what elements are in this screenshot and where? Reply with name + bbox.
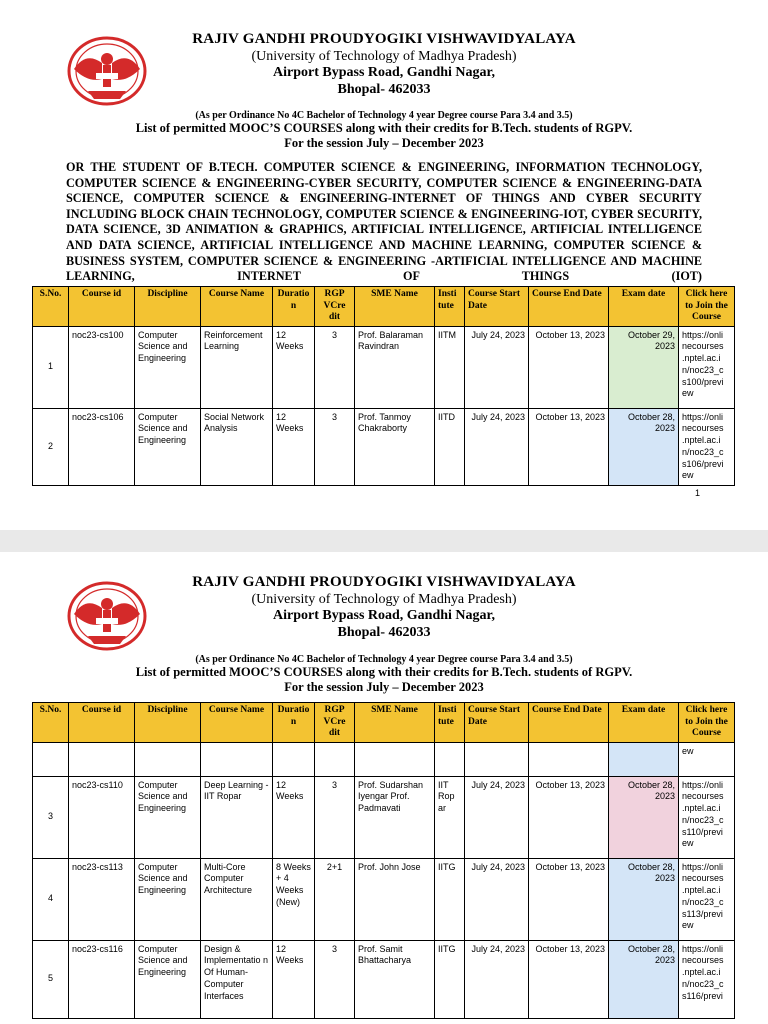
- cell-institute: IITM: [435, 326, 465, 408]
- cell-credits: 2+1: [315, 858, 355, 940]
- col-credits: RGP VCre dit: [315, 287, 355, 327]
- cell-discipline: Computer Science and Engineering: [135, 408, 201, 486]
- cell-institute: IITD: [435, 408, 465, 486]
- col-sno: S.No.: [33, 703, 69, 743]
- table-header-row: [33, 703, 735, 743]
- cell-sno: 2: [33, 408, 69, 486]
- col-join-link: Click here to Join the Course: [679, 287, 735, 327]
- cell-join-link[interactable]: https://onli necourses .nptel.ac.i n/noc23_c s116/previ: [679, 940, 735, 1018]
- col-course-id: Course id: [69, 703, 135, 743]
- university-subtitle: (University of Technology of Madhya Pradesh): [251, 592, 517, 607]
- cell-start-date: July 24, 2023: [465, 940, 529, 1018]
- cell-start-date: July 24, 2023: [465, 858, 529, 940]
- col-institute: Insti tute: [435, 287, 465, 327]
- cell-start-date: July 24, 2023: [465, 776, 529, 858]
- cell-join-link[interactable]: https://onli necourses .nptel.ac.i n/noc23_c s100/previ ew: [679, 326, 735, 408]
- table-row: [33, 940, 735, 1018]
- table-row: [33, 408, 735, 486]
- col-course-id: Course id: [69, 287, 135, 327]
- col-end-date: Course End Date: [529, 703, 609, 743]
- col-exam-date: Exam date: [609, 703, 679, 743]
- cell-exam-date: [609, 742, 679, 776]
- cell-start-date: July 24, 2023: [465, 408, 529, 486]
- cell-join-link[interactable]: ew: [679, 742, 735, 776]
- cell-course-name: Design & Implementatio n Of Human-Computer Interfaces: [201, 940, 273, 1018]
- address-line-2: Bhopal- 462033: [337, 625, 431, 640]
- col-course-name: Course Name: [201, 703, 273, 743]
- col-start-date: Course Start Date: [465, 287, 529, 327]
- session-title: For the session July – December 2023: [284, 680, 484, 694]
- col-sno: S.No.: [33, 287, 69, 327]
- table-row: [33, 776, 735, 858]
- cell-course-name: Deep Learning - IIT Ropar: [201, 776, 273, 858]
- cell-course-id: noc23-cs116: [69, 940, 135, 1018]
- cell-start-date: July 24, 2023: [465, 326, 529, 408]
- university-subtitle: (University of Technology of Madhya Pradesh): [251, 49, 517, 64]
- cell-end-date: October 13, 2023: [529, 858, 609, 940]
- cell-sme: Prof. Balaraman Ravindran: [355, 326, 435, 408]
- courses-table-page-2: [32, 702, 735, 1019]
- cell-duration: 8 Weeks + 4 Weeks (New): [273, 858, 315, 940]
- university-name: RAJIV GANDHI PROUDYOGIKI VISHWAVIDYALAYA: [192, 31, 576, 47]
- cell-duration: 12 Weeks: [273, 326, 315, 408]
- cell-course-id: noc23-cs106: [69, 408, 135, 486]
- cell-discipline: Computer Science and Engineering: [135, 326, 201, 408]
- col-duration: Duratio n: [273, 287, 315, 327]
- address-line-2: Bhopal- 462033: [337, 82, 431, 97]
- cell-institute: IITG: [435, 940, 465, 1018]
- col-start-date: Course Start Date: [465, 703, 529, 743]
- cell-end-date: October 13, 2023: [529, 326, 609, 408]
- cell-sno: 3: [33, 776, 69, 858]
- col-course-name: Course Name: [201, 287, 273, 327]
- cell-course-id: noc23-cs100: [69, 326, 135, 408]
- table-row: [33, 326, 735, 408]
- address-line-1: Airport Bypass Road, Gandhi Nagar,: [273, 608, 495, 623]
- ordinance-note: (As per Ordinance No 4C Bachelor of Technology 4 year Degree course Para 3.4 and 3.5): [195, 110, 573, 121]
- cell-course-name: Reinforcement Learning: [201, 326, 273, 408]
- cell-duration: 12 Weeks: [273, 940, 315, 1018]
- col-credits: RGP VCre dit: [315, 703, 355, 743]
- col-discipline: Discipline: [135, 703, 201, 743]
- cell-exam-date: October 28, 2023: [609, 858, 679, 940]
- cell-discipline: Computer Science and Engineering: [135, 940, 201, 1018]
- cell-sme: Prof. John Jose: [355, 858, 435, 940]
- cell-join-link[interactable]: https://onli necourses .nptel.ac.i n/noc23_c s106/previ ew: [679, 408, 735, 486]
- col-join-link: Click here to Join the Course: [679, 703, 735, 743]
- list-title: List of permitted MOOC’S COURSES along with their credits for B.Tech. students of RGPV.: [135, 665, 633, 679]
- cell-course-name: Social Network Analysis: [201, 408, 273, 486]
- cell-exam-date: October 28, 2023: [609, 940, 679, 1018]
- cell-course-name: Multi-Core Computer Architecture: [201, 858, 273, 940]
- cell-end-date: October 13, 2023: [529, 408, 609, 486]
- document-page-2: [0, 552, 768, 1024]
- cell-duration: 12 Weeks: [273, 776, 315, 858]
- courses-table-page-1: [32, 286, 735, 486]
- cell-sno: 4: [33, 858, 69, 940]
- col-discipline: Discipline: [135, 287, 201, 327]
- cell-discipline: Computer Science and Engineering: [135, 858, 201, 940]
- session-title: For the session July – December 2023: [284, 136, 484, 150]
- list-title: List of permitted MOOC’S COURSES along with their credits for B.Tech. students of RGPV.: [135, 121, 633, 135]
- cell-institute: IITG: [435, 858, 465, 940]
- col-sme: SME Name: [355, 703, 435, 743]
- cell-course-id: noc23-cs113: [69, 858, 135, 940]
- cell-join-link[interactable]: https://onli necourses .nptel.ac.i n/noc23_c s113/previ ew: [679, 858, 735, 940]
- cell-join-link[interactable]: https://onli necourses .nptel.ac.i n/noc23_c s110/previ ew: [679, 776, 735, 858]
- table-header-row: [33, 287, 735, 327]
- university-name: RAJIV GANDHI PROUDYOGIKI VISHWAVIDYALAYA: [192, 574, 576, 590]
- cell-sme: Prof. Sudarshan Iyengar Prof. Padmavati: [355, 776, 435, 858]
- cell-duration: 12 Weeks: [273, 408, 315, 486]
- col-sme: SME Name: [355, 287, 435, 327]
- page-separator: [0, 530, 768, 552]
- cell-exam-date: October 28, 2023: [609, 408, 679, 486]
- table-row-continuation: [33, 742, 735, 776]
- cell-exam-date: October 29, 2023: [609, 326, 679, 408]
- ordinance-note: (As per Ordinance No 4C Bachelor of Technology 4 year Degree course Para 3.4 and 3.5): [195, 654, 573, 665]
- cell-institute: IIT Rop ar: [435, 776, 465, 858]
- cell-sno: 5: [33, 940, 69, 1018]
- cell-exam-date: October 28, 2023: [609, 776, 679, 858]
- cell-sme: Prof. Samit Bhattacharya: [355, 940, 435, 1018]
- cell-credits: 3: [315, 408, 355, 486]
- cell-sno: 1: [33, 326, 69, 408]
- col-institute: Insti tute: [435, 703, 465, 743]
- cell-discipline: Computer Science and Engineering: [135, 776, 201, 858]
- table-row: [33, 858, 735, 940]
- col-duration: Duratio n: [273, 703, 315, 743]
- cell-credits: 3: [315, 940, 355, 1018]
- cell-course-id: noc23-cs110: [69, 776, 135, 858]
- address-line-1: Airport Bypass Road, Gandhi Nagar,: [273, 65, 495, 80]
- cell-credits: 3: [315, 776, 355, 858]
- cell-end-date: October 13, 2023: [529, 940, 609, 1018]
- cell-sme: Prof. Tanmoy Chakraborty: [355, 408, 435, 486]
- cell-end-date: October 13, 2023: [529, 776, 609, 858]
- col-exam-date: Exam date: [609, 287, 679, 327]
- eligible-students-text: OR THE STUDENT OF B.TECH. COMPUTER SCIENCE & ENGINEERING, INFORMATION TECHNOLOGY, COMPUTER SCIENCE & ENGINEERING-CYBER SECURITY, COMPUTER SCIENCE & ENGINEERING-DATA SCIENCE, COMPUTER SCIENCE & ENGINEERING-INTERNET OF THINGS AND CYBER SECURITY INCLUDING BLOCK CHAIN TECHNOLOGY, COMPUTER SCIENCE & ENGINEERING-IOT, CYBER SECURITY, DATA SCIENCE, 3D ANIMATION & GRAPHICS, ARTIFICIAL INTELLIGENCE, ARTIFICIAL INTELLIGENCE AND DATA SCIENCE, ARTIFICIAL INTELLIGENCE AND MACHINE LEARNING, COMPUTER SCIENCE & BUSINESS SYSTEM, COMPUTER SCIENCE & ENGINEERING -ARTIFICIAL INTELLIGENCE AND MACHINE LEARNING, INTERNET OF THINGS (IOT): [66, 160, 702, 284]
- page-number: 1: [695, 488, 701, 498]
- col-end-date: Course End Date: [529, 287, 609, 327]
- cell-credits: 3: [315, 326, 355, 408]
